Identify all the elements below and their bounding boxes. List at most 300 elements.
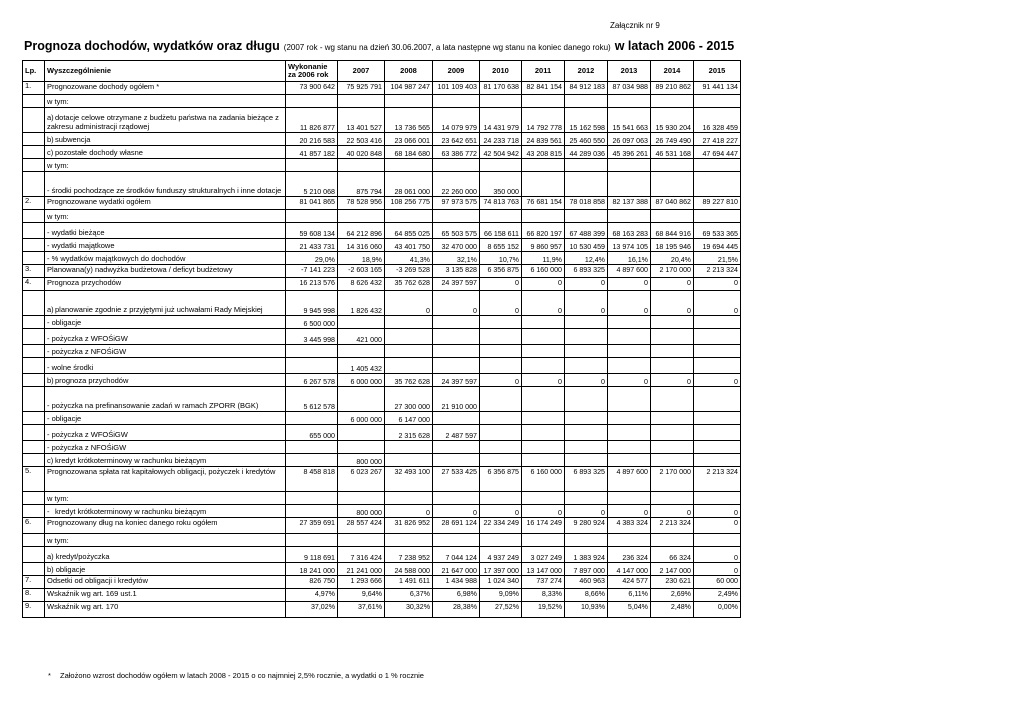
- header-col-4: 2008: [385, 61, 433, 82]
- cell-value: [385, 441, 433, 454]
- row-label: - środki pochodzące ze środków funduszy strukturalnych i inne dotacje: [47, 185, 282, 195]
- cell-value: [480, 534, 522, 547]
- cell-value: 6 893 325: [565, 265, 608, 278]
- cell-value: [651, 441, 694, 454]
- cell-value: 7 897 000: [565, 563, 608, 576]
- table-row: [23, 316, 741, 329]
- cell-value: 1 293 666: [338, 576, 385, 589]
- cell-value: [565, 441, 608, 454]
- cell-value: 91 441 134: [694, 82, 741, 95]
- row-description: [45, 159, 286, 172]
- cell-value: 64 855 025: [385, 223, 433, 239]
- cell-value: 13 974 105: [608, 239, 651, 252]
- cell-value: [651, 358, 694, 374]
- table-row: [23, 265, 741, 278]
- row-label: - wolne środki: [47, 362, 94, 372]
- row-label: w tym:: [47, 535, 69, 545]
- cell-value: [480, 425, 522, 441]
- cell-value: 28 691 124: [433, 518, 480, 534]
- cell-value: 32,1%: [433, 252, 480, 265]
- row-number: [23, 239, 45, 252]
- cell-value: 12,4%: [565, 252, 608, 265]
- row-label: - % wydatków majątkowych do dochodów: [47, 253, 186, 263]
- cell-value: 64 212 896: [338, 223, 385, 239]
- cell-value: [608, 492, 651, 505]
- row-description: [45, 387, 286, 412]
- cell-value: 9 280 924: [565, 518, 608, 534]
- table-row: [23, 239, 741, 252]
- header-col-6: 2010: [480, 61, 522, 82]
- cell-value: [480, 387, 522, 412]
- row-label: - pożyczka z WFOŚiGW: [47, 429, 128, 439]
- cell-value: 3 027 249: [522, 547, 565, 563]
- cell-value: 7 044 124: [433, 547, 480, 563]
- cell-value: [433, 210, 480, 223]
- row-label: planowanie zgodnie z przyjętymi już uchwałami Rady Miejskiej: [55, 304, 263, 314]
- cell-value: [286, 441, 338, 454]
- cell-value: 875 794: [338, 172, 385, 197]
- table-row: [23, 547, 741, 563]
- cell-value: [433, 316, 480, 329]
- cell-value: 0: [608, 374, 651, 387]
- cell-value: [338, 345, 385, 358]
- cell-value: [565, 159, 608, 172]
- cell-value: 8,66%: [565, 589, 608, 602]
- cell-value: 14 431 979: [480, 108, 522, 133]
- table-row: [23, 534, 741, 547]
- cell-value: 59 608 134: [286, 223, 338, 239]
- cell-value: 66 324: [651, 547, 694, 563]
- cell-value: [480, 358, 522, 374]
- row-label: kredyt krótkoterminowy w rachunku bieżącym: [55, 455, 207, 465]
- cell-value: [338, 387, 385, 412]
- cell-value: 0: [608, 291, 651, 316]
- cell-value: [433, 159, 480, 172]
- cell-value: [522, 454, 565, 467]
- row-letter: b): [47, 375, 54, 385]
- cell-value: 65 503 575: [433, 223, 480, 239]
- row-label: subwencja: [55, 134, 91, 144]
- cell-value: 655 000: [286, 425, 338, 441]
- cell-value: 20 216 583: [286, 133, 338, 146]
- cell-value: 3 445 998: [286, 329, 338, 345]
- cell-value: [480, 345, 522, 358]
- cell-value: 10,93%: [565, 602, 608, 618]
- cell-value: [694, 358, 741, 374]
- cell-value: 7 238 952: [385, 547, 433, 563]
- cell-value: 0: [385, 505, 433, 518]
- cell-value: [522, 492, 565, 505]
- table-row: [23, 329, 741, 345]
- cell-value: [694, 210, 741, 223]
- cell-value: 24 233 718: [480, 133, 522, 146]
- cell-value: 81 041 865: [286, 197, 338, 210]
- table-row: [23, 576, 741, 589]
- cell-value: 2 487 597: [433, 425, 480, 441]
- cell-value: [480, 329, 522, 345]
- cell-value: 18 195 946: [651, 239, 694, 252]
- cell-value: 2 213 324: [651, 518, 694, 534]
- cell-value: [694, 492, 741, 505]
- row-number: 1.: [23, 82, 45, 95]
- cell-value: [608, 210, 651, 223]
- row-label: Wskaźnik wg art. 169 ust.1: [47, 589, 137, 598]
- cell-value: 6,11%: [608, 589, 651, 602]
- cell-value: [694, 387, 741, 412]
- cell-value: [565, 492, 608, 505]
- cell-value: [608, 172, 651, 197]
- cell-value: [565, 329, 608, 345]
- cell-value: 6 160 000: [522, 265, 565, 278]
- cell-value: 6,37%: [385, 589, 433, 602]
- cell-value: [433, 441, 480, 454]
- row-description: [45, 329, 286, 345]
- cell-value: -3 269 528: [385, 265, 433, 278]
- cell-value: 21 647 000: [433, 563, 480, 576]
- cell-value: 4 897 600: [608, 467, 651, 492]
- table-row: [23, 108, 741, 133]
- cell-value: 14 792 778: [522, 108, 565, 133]
- cell-value: 32 470 000: [433, 239, 480, 252]
- row-number: [23, 108, 45, 133]
- row-description: [45, 505, 286, 518]
- row-label: a) kredyt/pożyczka: [47, 551, 110, 561]
- cell-value: [694, 425, 741, 441]
- header-col-8: 2012: [565, 61, 608, 82]
- cell-value: 3 135 828: [433, 265, 480, 278]
- row-label: - wydatki majątkowe: [47, 240, 115, 250]
- cell-value: 78 018 858: [565, 197, 608, 210]
- table-row: [23, 467, 741, 492]
- cell-value: 69 533 365: [694, 223, 741, 239]
- cell-value: -2 603 165: [338, 265, 385, 278]
- cell-value: [608, 425, 651, 441]
- table-row: [23, 505, 741, 518]
- cell-value: [480, 210, 522, 223]
- cell-value: [286, 492, 338, 505]
- row-description: [45, 278, 286, 291]
- cell-value: 800 000: [338, 505, 385, 518]
- row-number: 2.: [23, 197, 45, 210]
- row-label: - pożyczka na prefinansowanie zadań w ramach ZPORR (BGK): [47, 400, 259, 410]
- row-description: [45, 576, 286, 589]
- row-label: - obligacje: [47, 413, 82, 423]
- cell-value: [522, 316, 565, 329]
- cell-value: 6 500 000: [286, 316, 338, 329]
- cell-value: [433, 329, 480, 345]
- row-number: [23, 441, 45, 454]
- cell-value: 43 208 815: [522, 146, 565, 159]
- cell-value: 46 531 168: [651, 146, 694, 159]
- row-label: dotacje celowe otrzymane z budżetu państwa na zadania bieżące z zakresu administracji rządowej: [47, 113, 279, 131]
- cell-value: 1 383 924: [565, 547, 608, 563]
- cell-value: 350 000: [480, 172, 522, 197]
- cell-value: [694, 159, 741, 172]
- cell-value: 18 241 000: [286, 563, 338, 576]
- row-description: [45, 425, 286, 441]
- cell-value: 0: [651, 278, 694, 291]
- row-number: 4.: [23, 278, 45, 291]
- cell-value: 24 588 000: [385, 563, 433, 576]
- cell-value: 10 530 459: [565, 239, 608, 252]
- cell-value: 4 147 000: [608, 563, 651, 576]
- cell-value: 0: [433, 291, 480, 316]
- title-note: (2007 rok - wg stanu na dzień 30.06.2007, a lata następne wg stanu na koniec danego roku): [283, 43, 611, 52]
- cell-value: 9 945 998: [286, 291, 338, 316]
- cell-value: 25 460 550: [565, 133, 608, 146]
- row-description: [45, 412, 286, 425]
- table-row: [23, 441, 741, 454]
- cell-value: [522, 425, 565, 441]
- table-row: [23, 345, 741, 358]
- row-label: Odsetki od obligacji i kredytów: [47, 576, 148, 585]
- cell-value: [338, 210, 385, 223]
- cell-value: 800 000: [338, 454, 385, 467]
- table-row: [23, 159, 741, 172]
- header-col-10: 2014: [651, 61, 694, 82]
- cell-value: [522, 172, 565, 197]
- cell-value: 8,33%: [522, 589, 565, 602]
- cell-value: 0: [385, 291, 433, 316]
- cell-value: [651, 159, 694, 172]
- cell-value: 11 826 877: [286, 108, 338, 133]
- cell-value: [286, 412, 338, 425]
- cell-value: 9 118 691: [286, 547, 338, 563]
- cell-value: [651, 210, 694, 223]
- cell-value: [651, 412, 694, 425]
- cell-value: 16,1%: [608, 252, 651, 265]
- cell-value: 16 213 576: [286, 278, 338, 291]
- row-label: Planowana(y) nadwyżka budżetowa / deficyt budżetowy: [47, 265, 233, 274]
- row-description: [45, 563, 286, 576]
- cell-value: 0: [651, 505, 694, 518]
- cell-value: 20,4%: [651, 252, 694, 265]
- header-col-9: 2013: [608, 61, 651, 82]
- cell-value: [522, 159, 565, 172]
- cell-value: [522, 534, 565, 547]
- row-description: [45, 589, 286, 602]
- cell-value: 16 174 249: [522, 518, 565, 534]
- cell-value: 0: [433, 505, 480, 518]
- cell-value: 45 396 261: [608, 146, 651, 159]
- row-description: [45, 316, 286, 329]
- cell-value: [522, 210, 565, 223]
- row-label: kredyt krótkoterminowy w rachunku bieżącym: [55, 506, 207, 516]
- cell-value: [565, 412, 608, 425]
- row-number: [23, 329, 45, 345]
- cell-value: 6 000 000: [338, 374, 385, 387]
- cell-value: 1 826 432: [338, 291, 385, 316]
- cell-value: [694, 172, 741, 197]
- row-label: b) obligacje: [47, 564, 86, 574]
- cell-value: 43 401 750: [385, 239, 433, 252]
- row-label: prognoza przychodów: [55, 375, 129, 385]
- cell-value: 15 541 663: [608, 108, 651, 133]
- row-description: [45, 374, 286, 387]
- row-number: [23, 425, 45, 441]
- cell-value: [286, 358, 338, 374]
- cell-value: 68 844 916: [651, 223, 694, 239]
- table-row: [23, 387, 741, 412]
- cell-value: 66 158 611: [480, 223, 522, 239]
- cell-value: [608, 358, 651, 374]
- cell-value: [694, 329, 741, 345]
- table-row: [23, 374, 741, 387]
- title-main: Prognoza dochodów, wydatków oraz długu: [24, 39, 280, 53]
- table-row: [23, 412, 741, 425]
- cell-value: 0: [608, 278, 651, 291]
- row-letter: b): [47, 134, 54, 144]
- cell-value: 24 839 561: [522, 133, 565, 146]
- table-row: [23, 172, 741, 197]
- cell-value: [522, 95, 565, 108]
- table-row: [23, 589, 741, 602]
- cell-value: 0: [522, 374, 565, 387]
- cell-value: [480, 159, 522, 172]
- cell-value: 0: [608, 505, 651, 518]
- cell-value: 27 533 425: [433, 467, 480, 492]
- cell-value: 44 289 036: [565, 146, 608, 159]
- cell-value: [286, 210, 338, 223]
- row-description: [45, 223, 286, 239]
- cell-value: 8 626 432: [338, 278, 385, 291]
- table-row: [23, 252, 741, 265]
- cell-value: 0: [565, 374, 608, 387]
- cell-value: 31 826 952: [385, 518, 433, 534]
- cell-value: 35 762 628: [385, 374, 433, 387]
- row-number: 9.: [23, 602, 45, 618]
- cell-value: 0: [694, 547, 741, 563]
- forecast-table: [22, 60, 741, 618]
- table-row: [23, 95, 741, 108]
- row-description: [45, 197, 286, 210]
- table-row: [23, 602, 741, 618]
- cell-value: 236 324: [608, 547, 651, 563]
- cell-value: [565, 425, 608, 441]
- cell-value: 19 694 445: [694, 239, 741, 252]
- row-description: [45, 492, 286, 505]
- cell-value: 41 857 182: [286, 146, 338, 159]
- row-letter: a): [47, 304, 54, 314]
- cell-value: 32 493 100: [385, 467, 433, 492]
- cell-value: 87 034 988: [608, 82, 651, 95]
- cell-value: 0: [480, 374, 522, 387]
- cell-value: [338, 441, 385, 454]
- table-row: [23, 82, 741, 95]
- row-label: Wskaźnik wg art. 170: [47, 602, 119, 611]
- row-number: [23, 172, 45, 197]
- cell-value: [608, 329, 651, 345]
- cell-value: 1 024 340: [480, 576, 522, 589]
- cell-value: 27 418 227: [694, 133, 741, 146]
- row-number: 3.: [23, 265, 45, 278]
- cell-value: 5,04%: [608, 602, 651, 618]
- header-col-11: 2015: [694, 61, 741, 82]
- cell-value: 15 162 598: [565, 108, 608, 133]
- cell-value: 0: [565, 505, 608, 518]
- row-label: Prognozowany dług na koniec danego roku ogółem: [47, 518, 218, 527]
- cell-value: [385, 159, 433, 172]
- cell-value: 0: [522, 278, 565, 291]
- cell-value: 16 328 459: [694, 108, 741, 133]
- cell-value: [433, 95, 480, 108]
- cell-value: [694, 95, 741, 108]
- cell-value: [565, 454, 608, 467]
- row-number: 7.: [23, 576, 45, 589]
- cell-value: 5 210 068: [286, 172, 338, 197]
- table-body: [23, 82, 741, 618]
- row-letter: a): [47, 113, 54, 123]
- cell-value: 4,97%: [286, 589, 338, 602]
- cell-value: [651, 316, 694, 329]
- row-number: 8.: [23, 589, 45, 602]
- row-label: Prognozowane dochody ogółem *: [47, 82, 160, 91]
- row-description: [45, 291, 286, 316]
- row-description: [45, 252, 286, 265]
- cell-value: [480, 412, 522, 425]
- attachment-label: Załącznik nr 9: [610, 21, 660, 30]
- cell-value: -7 141 223: [286, 265, 338, 278]
- cell-value: 421 000: [338, 329, 385, 345]
- cell-value: 89 210 862: [651, 82, 694, 95]
- row-label: w tym:: [47, 160, 69, 170]
- cell-value: [608, 95, 651, 108]
- cell-value: 108 256 775: [385, 197, 433, 210]
- cell-value: 82 137 388: [608, 197, 651, 210]
- cell-value: [480, 454, 522, 467]
- cell-value: 78 528 956: [338, 197, 385, 210]
- cell-value: [433, 412, 480, 425]
- cell-value: 6 356 875: [480, 467, 522, 492]
- row-description: [45, 518, 286, 534]
- cell-value: [694, 316, 741, 329]
- cell-value: [651, 534, 694, 547]
- row-label: Prognozowana spłata rat kapitałowych obligacji, pożyczek i kredytów: [47, 467, 276, 476]
- row-description: [45, 108, 286, 133]
- cell-value: 9 860 957: [522, 239, 565, 252]
- cell-value: 19,52%: [522, 602, 565, 618]
- row-number: [23, 358, 45, 374]
- row-description: [45, 133, 286, 146]
- table-row: [23, 518, 741, 534]
- cell-value: 66 820 197: [522, 223, 565, 239]
- cell-value: 0,00%: [694, 602, 741, 618]
- cell-value: 42 504 942: [480, 146, 522, 159]
- row-label: - wydatki bieżące: [47, 227, 105, 237]
- cell-value: [565, 345, 608, 358]
- cell-value: [694, 412, 741, 425]
- row-label: - pożyczka z NFOŚiGW: [47, 442, 127, 452]
- cell-value: [522, 387, 565, 412]
- row-number: [23, 492, 45, 505]
- cell-value: [565, 210, 608, 223]
- cell-value: 2 213 324: [694, 467, 741, 492]
- row-description: [45, 547, 286, 563]
- cell-value: [286, 505, 338, 518]
- cell-value: 63 386 772: [433, 146, 480, 159]
- cell-value: 2 170 000: [651, 265, 694, 278]
- row-number: [23, 374, 45, 387]
- cell-value: [433, 534, 480, 547]
- cell-value: [433, 345, 480, 358]
- row-letter: c): [47, 147, 54, 157]
- cell-value: 2 315 628: [385, 425, 433, 441]
- cell-value: 6 160 000: [522, 467, 565, 492]
- cell-value: 0: [694, 563, 741, 576]
- cell-value: [338, 159, 385, 172]
- cell-value: [608, 159, 651, 172]
- row-number: [23, 223, 45, 239]
